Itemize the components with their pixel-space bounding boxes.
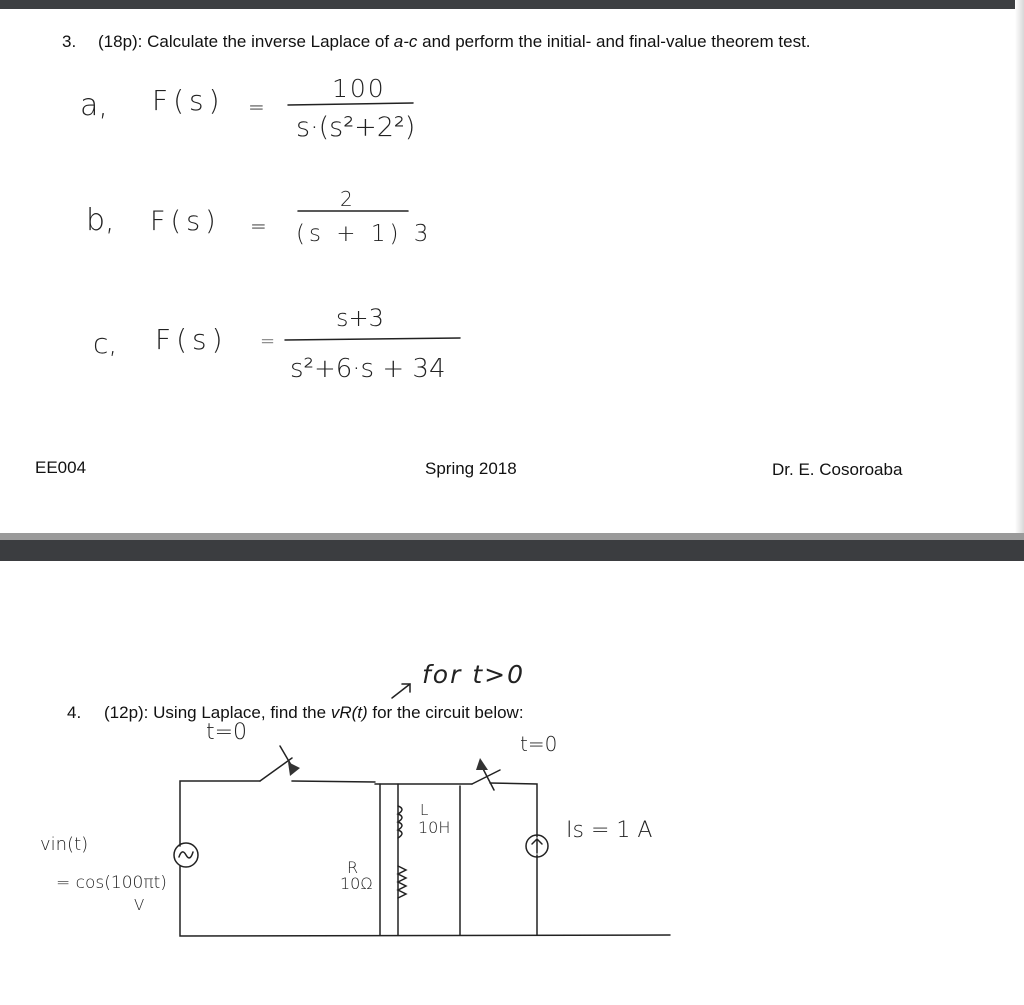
question-4-variable: vR(t) (330, 703, 368, 722)
question-3-variable: a-c (393, 32, 418, 51)
question-4-text-before: Using Laplace, find the (148, 703, 331, 722)
inductor-label: L (420, 801, 429, 819)
question-4-annotation: for t>0 (422, 660, 525, 689)
switch-2-label: t=0 (520, 732, 558, 756)
switch-2-arrow (476, 758, 488, 770)
source-unit: V (134, 896, 145, 914)
source-expression: = cos(100πt) (56, 873, 167, 893)
question-4-number: 4. (67, 703, 82, 722)
part-b-label: b, (86, 203, 115, 238)
part-c-equals: = (260, 331, 276, 352)
switch-1-label: t=0 (206, 720, 248, 745)
question-4-text-after: for the circuit below: (367, 703, 524, 722)
part-a-label: a, (80, 88, 108, 123)
part-c-fraction-bar (285, 338, 460, 340)
part-a-equals: = (248, 95, 265, 119)
part-c-label: c, (93, 327, 118, 360)
part-a-numerator: 100 (332, 74, 386, 103)
question-4-points: (12p): (104, 703, 149, 722)
part-b-equals: = (250, 214, 267, 238)
question-3-text-after: and perform the initial- and final-value theorem test. (417, 32, 811, 51)
part-a-lhs: F(s) (152, 84, 225, 117)
resistor-label: R (347, 858, 359, 877)
circuit-left-wire (180, 781, 260, 846)
annotation-arrow (392, 684, 410, 698)
part-c-numerator: s+3 (336, 304, 384, 332)
circuit-top-wire-right (292, 781, 375, 782)
source-label: vin(t) (40, 834, 89, 855)
part-b-numerator: 2 (340, 187, 353, 211)
switch-1-arrow (288, 762, 300, 776)
switch-2-blade (472, 770, 500, 784)
part-c-denominator: s²+6·s + 34 (290, 354, 446, 384)
resistor-zigzag (398, 866, 406, 898)
inductor-value: 10H (418, 818, 451, 837)
question-3-number: 3. (62, 32, 77, 51)
part-c-lhs: F(s) (155, 323, 228, 356)
switch-1-blade (260, 758, 292, 781)
part-a-fraction-bar (288, 103, 413, 105)
question-3-text-before: Calculate the inverse Laplace of (142, 32, 394, 51)
footer-course-code: EE004 (35, 458, 87, 477)
part-b-lhs: F(s) (150, 206, 221, 237)
circuit-bottom-wire (180, 866, 670, 936)
part-b-denominator: (s + 1) 3 (296, 221, 433, 247)
current-source-label: Is = 1 A (566, 818, 653, 843)
question-3-points: (18p): (98, 32, 143, 51)
resistor-value: 10Ω (340, 874, 373, 893)
part-a-denominator: s·(s²+2²) (296, 112, 416, 143)
footer-term: Spring 2018 (425, 459, 517, 478)
footer-professor: Dr. E. Cosoroaba (772, 460, 903, 479)
